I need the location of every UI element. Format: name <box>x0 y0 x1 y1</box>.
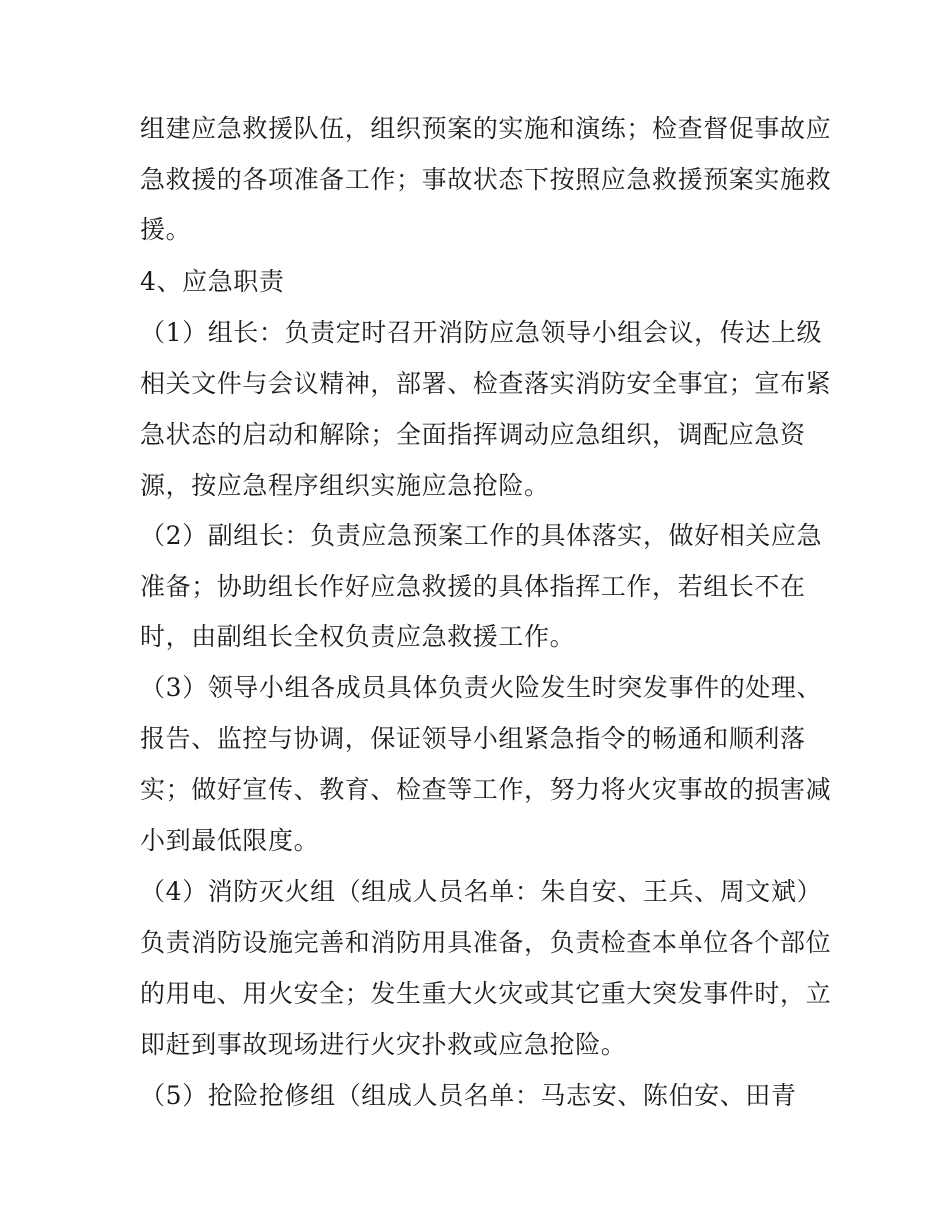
text-line: 小到最低限度。 <box>140 826 320 855</box>
text-line: 实；做好宣传、教育、检查等工作，努力将火灾事故的损害减 <box>140 775 832 804</box>
text-line: 负责消防设施完善和消防用具准备，负责检查本单位各个部位 <box>140 928 832 957</box>
text-line: （5）抢险抢修组（组成人员名单：马志安、陈伯安、田青 <box>140 1081 797 1110</box>
text-line: （4）消防灭火组（组成人员名单：朱自安、王兵、周文斌） <box>140 877 823 906</box>
text-line: 源，按应急程序组织实施应急抢险。 <box>140 471 550 500</box>
text-line: 即赶到事故现场进行火灾扑救或应急抢险。 <box>140 1030 627 1059</box>
text-line: 急状态的启动和解除；全面指挥调动应急组织，调配应急资 <box>140 420 806 449</box>
text-line: （3）领导小组各成员具体负责火险发生时突发事件的处理、 <box>140 673 823 702</box>
text-line: 时，由副组长全权负责应急救援工作。 <box>140 622 576 651</box>
text-line: （1）组长：负责定时召开消防应急领导小组会议，传达上级 <box>140 318 823 347</box>
text-line: （2）副组长：负责应急预案工作的具体落实，做好相关应急 <box>140 521 823 550</box>
text-line: 报告、监控与协调，保证领导小组紧急指令的畅通和顺利落 <box>140 724 806 753</box>
text-line: 急救援的各项准备工作；事故状态下按照应急救援预案实施救 <box>140 165 832 194</box>
text-line: 相关文件与会议精神，部署、检查落实消防安全事宜；宣布紧 <box>140 369 832 398</box>
text-line: 援。 <box>140 215 192 244</box>
text-line: 的用电、用火安全；发生重大火灾或其它重大突发事件时，立 <box>140 979 832 1008</box>
text-line: 准备；协助组长作好应急救援的具体指挥工作，若组长不在 <box>140 572 806 601</box>
section-heading: 4、应急职责 <box>140 267 285 296</box>
text-line: 组建应急救援队伍，组织预案的实施和演练；检查督促事故应 <box>140 114 832 143</box>
